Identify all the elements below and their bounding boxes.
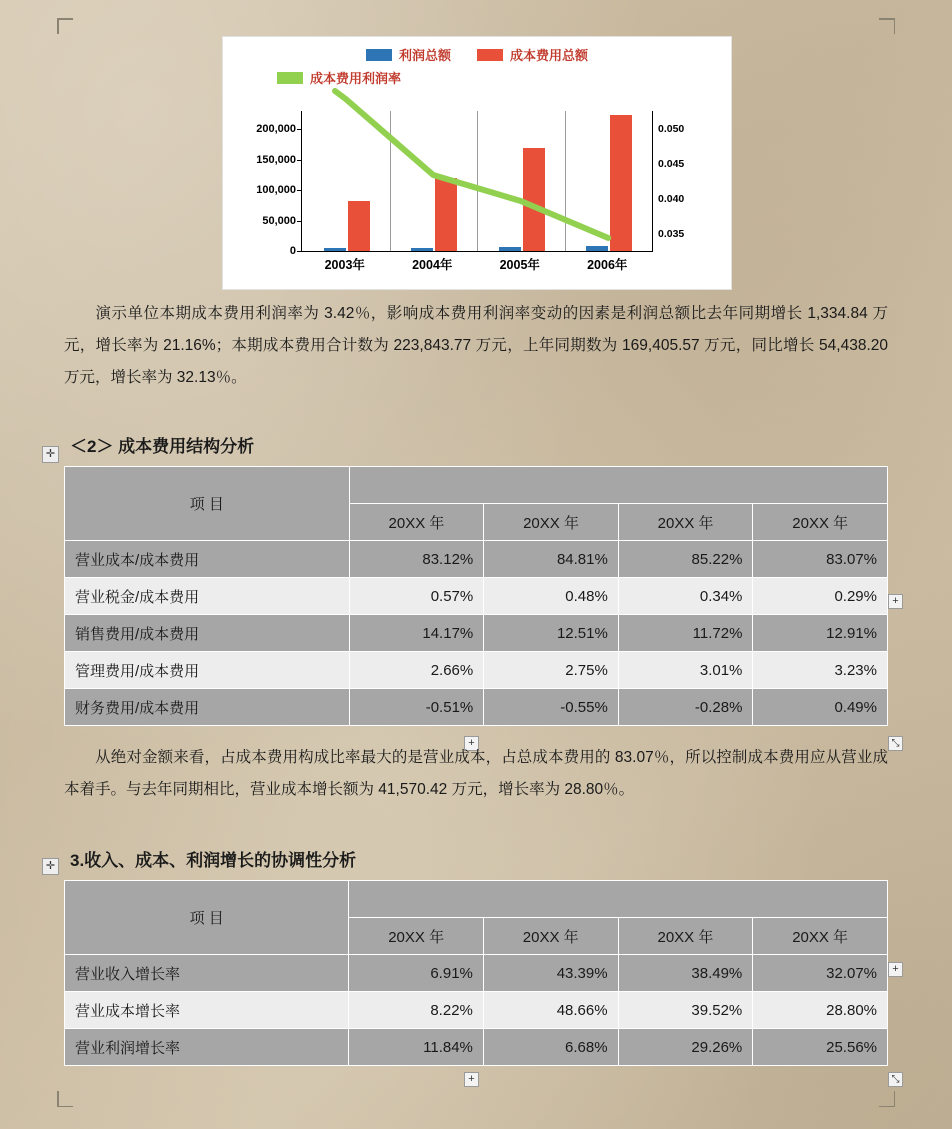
table1-row4-v3: 0.49% — [753, 689, 888, 726]
legend-swatch-profit — [366, 49, 392, 61]
table2-row2-v2: 29.26% — [618, 1029, 753, 1066]
table2-header-item: 项 目 — [65, 881, 349, 955]
table-row — [65, 652, 888, 689]
table1-row4-v0: -0.51% — [349, 689, 484, 726]
legend-item-cost — [477, 45, 588, 64]
table1-row0-v0: 83.12% — [349, 541, 484, 578]
table1-row2-v0: 14.17% — [349, 615, 484, 652]
y-tick-left-3: 150,000 — [256, 153, 296, 166]
table2-row1-label: 营业成本增长率 — [65, 992, 349, 1029]
legend-label-rate: 成本费用利润率 — [310, 71, 402, 86]
x-label-2006: 2006年 — [587, 258, 628, 272]
move-handle-heading-2[interactable]: ✛ — [42, 858, 59, 875]
cost-structure-table[interactable] — [64, 466, 888, 726]
move-handle-heading-1[interactable]: ✛ — [42, 446, 59, 463]
table1-row3-v0: 2.66% — [349, 652, 484, 689]
table-row — [65, 881, 888, 918]
table-row — [65, 615, 888, 652]
table2-row2-v3: 25.56% — [753, 1029, 888, 1066]
chart-x-axis-labels — [301, 255, 651, 275]
table2-row1-v0: 8.22% — [349, 992, 484, 1029]
y-tick-left-2: 100,000 — [256, 184, 296, 197]
chart-plot-area — [256, 111, 685, 257]
table1-row0-v2: 85.22% — [618, 541, 753, 578]
heading-cost-structure: ＜2＞ 成本费用结构分析 — [70, 437, 255, 456]
table2-row1-v2: 39.52% — [618, 992, 753, 1029]
table-row — [65, 955, 888, 992]
table1-row0-v1: 84.81% — [484, 541, 619, 578]
table1-year-0: 20XX 年 — [349, 504, 484, 541]
y-tick-right-3: 0.050 — [658, 122, 685, 135]
table-row — [65, 578, 888, 615]
table2-row0-v2: 38.49% — [618, 955, 753, 992]
table1-row3-v1: 2.75% — [484, 652, 619, 689]
y-tick-left-0: 0 — [289, 245, 296, 257]
table-row — [65, 467, 888, 504]
crop-mark-bottom-left — [57, 1091, 73, 1107]
table1-header-spacer — [349, 467, 887, 504]
table-row — [65, 992, 888, 1029]
table2-row0-v3: 32.07% — [753, 955, 888, 992]
table2-year-1: 20XX 年 — [483, 918, 618, 955]
table1-row4-v1: -0.55% — [484, 689, 619, 726]
heading-growth-coordination: 3.收入、成本、利润增长的协调性分析 — [70, 851, 357, 870]
table2-row2-label: 营业利润增长率 — [65, 1029, 349, 1066]
table1-year-3: 20XX 年 — [753, 504, 888, 541]
table1-year-2: 20XX 年 — [618, 504, 753, 541]
paragraph-1-text: 演示单位本期成本费用利润率为 3.42％，影响成本费用利润率变动的因素是利润总额比去年同期增长 1,334.84 万元，增长率为 21.16%；本期成本费用合计数为 223,843.77 万元，上年同期数为 169,405.57 万元，同比增长 54,438.20 万元，增长率为 32.13％。 — [64, 305, 888, 386]
y-tick-right-0: 0.035 — [658, 227, 685, 240]
legend-label-cost: 成本费用总额 — [510, 48, 589, 63]
cost-profit-chart[interactable] — [222, 36, 732, 290]
table2-header-spacer — [349, 881, 888, 918]
table1-row3-v3: 3.23% — [753, 652, 888, 689]
legend-item-profit — [366, 45, 451, 64]
crop-mark-top-left — [57, 18, 73, 34]
y-tick-left-4: 200,000 — [256, 123, 296, 136]
add-column-handle-table2[interactable]: + — [888, 962, 903, 977]
add-column-handle-table1[interactable]: + — [888, 594, 903, 609]
table2-row0-v0: 6.91% — [349, 955, 484, 992]
table2-row2-v1: 6.68% — [483, 1029, 618, 1066]
line-series-cost-profit-rate — [302, 111, 652, 251]
table1-row0-label: 营业成本/成本费用 — [65, 541, 350, 578]
add-row-handle-table2[interactable]: + — [464, 1072, 479, 1087]
x-label-2003: 2003年 — [324, 258, 365, 272]
table1-row1-v0: 0.57% — [349, 578, 484, 615]
resize-handle-table2[interactable]: ⤡ — [888, 1072, 903, 1087]
crop-mark-bottom-right — [879, 1091, 895, 1107]
legend-swatch-rate — [277, 72, 303, 84]
table1-row2-v3: 12.91% — [753, 615, 888, 652]
table-row — [65, 689, 888, 726]
paragraph-cost-profit-rate — [64, 298, 888, 394]
legend-label-profit: 利润总额 — [398, 48, 451, 63]
table1-row3-v2: 3.01% — [618, 652, 753, 689]
legend-item-rate — [277, 68, 401, 87]
table1-row1-v1: 0.48% — [484, 578, 619, 615]
table-row — [65, 541, 888, 578]
table1-row2-v1: 12.51% — [484, 615, 619, 652]
y-tick-right-1: 0.040 — [658, 192, 685, 205]
y-tick-left-1: 50,000 — [262, 214, 296, 227]
table2-row2-v0: 11.84% — [349, 1029, 484, 1066]
table2-row1-v1: 48.66% — [483, 992, 618, 1029]
y-tick-right-2: 0.045 — [658, 157, 685, 170]
table2-year-2: 20XX 年 — [618, 918, 753, 955]
table1-row1-label: 营业税金/成本费用 — [65, 578, 350, 615]
chart-legend — [223, 45, 731, 87]
resize-handle-table1[interactable]: ⤡ — [888, 736, 903, 751]
table1-row0-v3: 83.07% — [753, 541, 888, 578]
table2-row0-v1: 43.39% — [483, 955, 618, 992]
x-label-2004: 2004年 — [412, 258, 453, 272]
table2-year-3: 20XX 年 — [753, 918, 888, 955]
table1-row4-v2: -0.28% — [618, 689, 753, 726]
legend-swatch-cost — [477, 49, 503, 61]
table-row — [65, 1029, 888, 1066]
paragraph-2-text: 从绝对金额来看，占成本费用构成比率最大的是营业成本，占总成本费用的 83.07％，所以控制成本费用应从营业成本着手。与去年同期相比，营业成本增长额为 41,570.42 万元，增长率为 28.80％。 — [64, 749, 888, 798]
table1-row2-v2: 11.72% — [618, 615, 753, 652]
table1-year-1: 20XX 年 — [484, 504, 619, 541]
table1-row1-v2: 0.34% — [618, 578, 753, 615]
add-row-handle-table1[interactable]: + — [464, 736, 479, 751]
table1-row3-label: 管理费用/成本费用 — [65, 652, 350, 689]
paragraph-cost-composition — [64, 742, 888, 806]
table2-year-0: 20XX 年 — [349, 918, 484, 955]
table1-row4-label: 财务费用/成本费用 — [65, 689, 350, 726]
table2-row1-v3: 28.80% — [753, 992, 888, 1029]
table1-row2-label: 销售费用/成本费用 — [65, 615, 350, 652]
table1-row1-v3: 0.29% — [753, 578, 888, 615]
table1-header-item: 项 目 — [65, 467, 350, 541]
x-label-2005: 2005年 — [499, 258, 540, 272]
growth-rate-table[interactable] — [64, 880, 888, 1066]
crop-mark-top-right — [879, 18, 895, 34]
table2-row0-label: 营业收入增长率 — [65, 955, 349, 992]
